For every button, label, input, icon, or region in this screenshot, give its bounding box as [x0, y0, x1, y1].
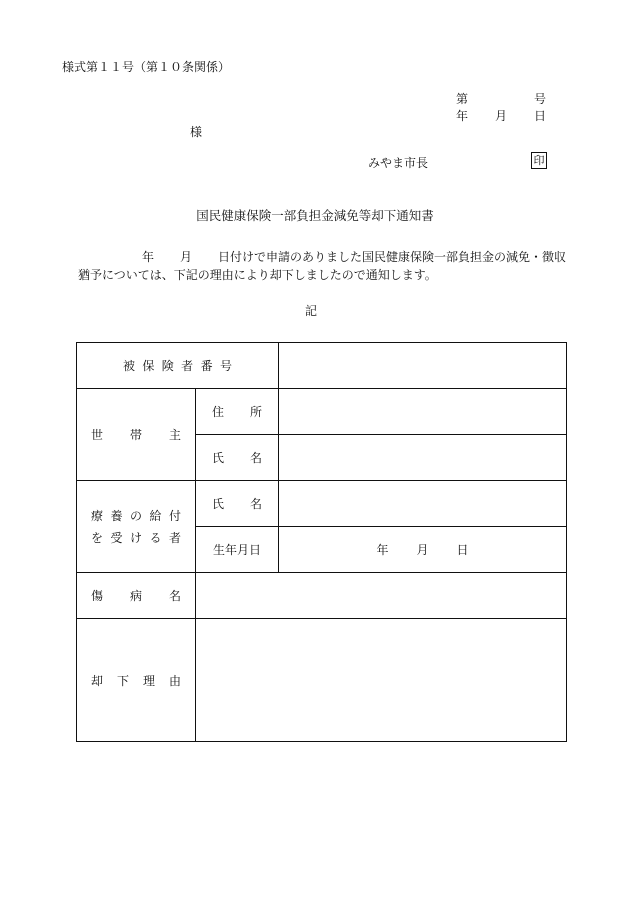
birth-date-label-cell	[196, 527, 279, 573]
recipient-name-label-cell	[196, 481, 279, 527]
notice-table	[76, 342, 567, 742]
recipient-label	[77, 505, 195, 549]
householder-label: 世 帯 主	[91, 428, 181, 442]
birth-date-label: 生年月日	[212, 543, 261, 557]
recipient-label-line1: 療 養 の 給 付	[91, 508, 181, 523]
recipient-name-label: 氏 名	[212, 497, 262, 511]
issuer-name: みやま市長	[368, 156, 429, 170]
issue-year-label: 年	[456, 109, 469, 123]
address-value[interactable]	[279, 389, 567, 435]
addressee-suffix: 様	[190, 125, 203, 139]
address-label-cell	[196, 389, 279, 435]
number-prefix: 第	[456, 92, 469, 106]
recipient-label-line2: を 受 け る 者	[91, 530, 181, 545]
body-month-label: 月	[180, 250, 193, 264]
document-title: 国民健康保険一部負担金減免等却下通知書	[196, 208, 434, 223]
body-text: 日付けで申請のありました国民健康保険一部負担金の減免・徴収猶予については、下記の理由により却下しましたので通知します。	[78, 250, 567, 282]
rejection-reason-label-cell	[77, 619, 196, 742]
birth-day-label: 日	[456, 543, 469, 557]
householder-label-cell	[77, 389, 196, 481]
disease-name-label: 傷 病 名	[91, 589, 181, 603]
birth-date-value[interactable]	[279, 527, 567, 573]
birth-year-label: 年	[376, 543, 389, 557]
householder-name-label: 氏 名	[212, 451, 262, 465]
householder-name-label-cell	[196, 435, 279, 481]
seal-mark: 印	[531, 152, 547, 169]
document-number-line	[456, 90, 546, 107]
insured-number-label: 被 保 険 者 番 号	[123, 359, 232, 373]
issue-date-line	[456, 107, 546, 124]
address-label: 住 所	[212, 405, 262, 419]
recipient-label-cell	[77, 481, 196, 573]
householder-name-value[interactable]	[279, 435, 567, 481]
disease-name-label-cell	[77, 573, 196, 619]
rejection-reason-label: 却 下 理 由	[91, 673, 181, 688]
recipient-name-value[interactable]	[279, 481, 567, 527]
number-suffix: 号	[533, 92, 546, 106]
issue-month-label: 月	[494, 109, 507, 123]
body-year-label: 年	[142, 250, 155, 264]
disease-name-value[interactable]	[196, 573, 567, 619]
issue-day-label: 日	[533, 109, 546, 123]
ki-heading: 記	[305, 304, 318, 318]
insured-number-value[interactable]	[279, 343, 567, 389]
rejection-reason-value[interactable]	[196, 619, 567, 742]
notice-body	[78, 248, 570, 284]
form-number: 様式第１１号（第１０条関係）	[62, 60, 231, 74]
birth-month-label: 月	[416, 543, 429, 557]
insured-number-label-cell	[77, 343, 279, 389]
